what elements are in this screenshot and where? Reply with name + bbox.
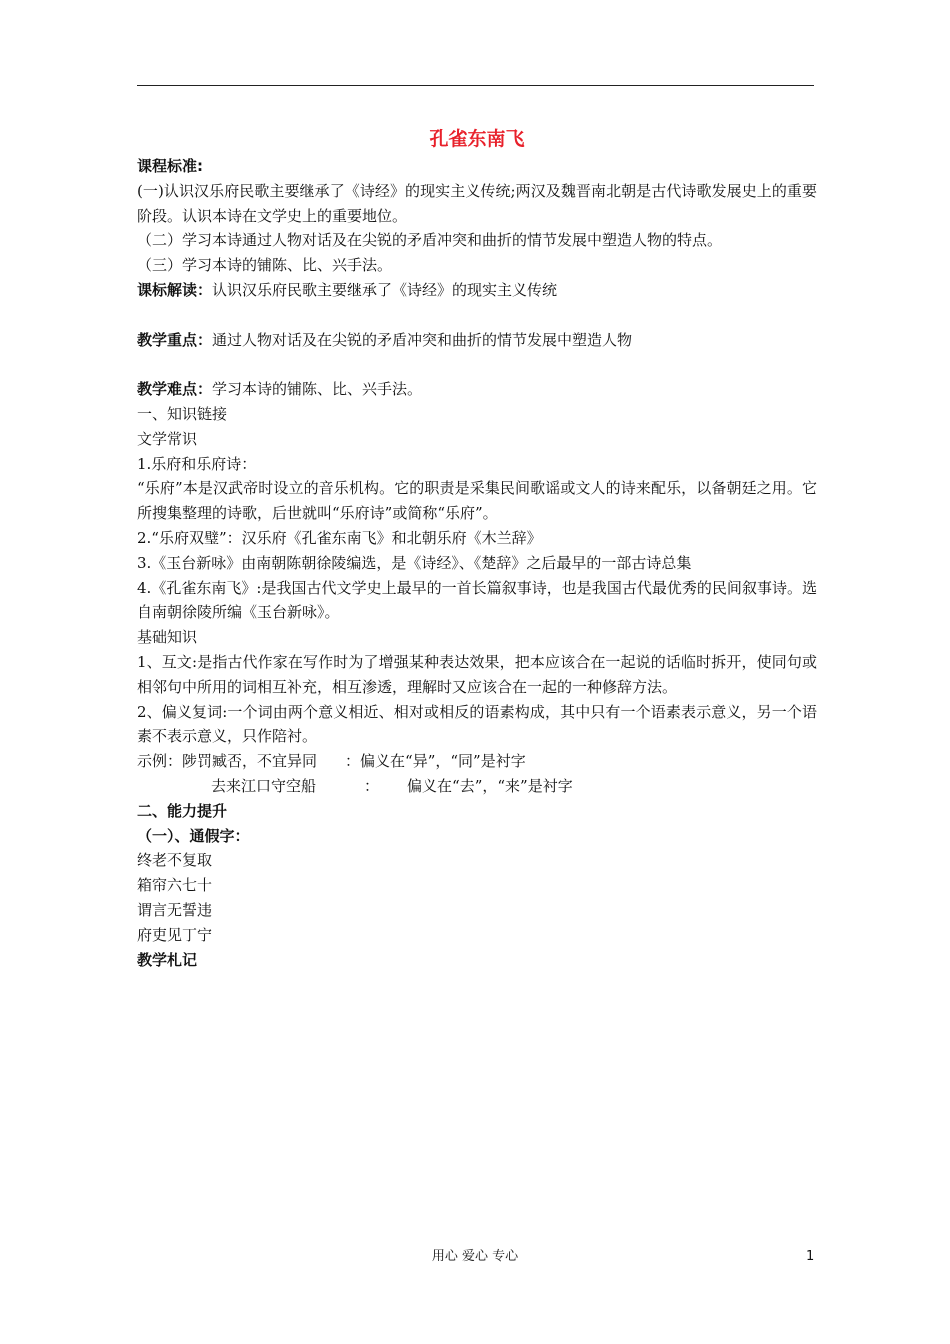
example-2-phrase: 去来江口守空船: [211, 776, 317, 795]
section1-heading: 一、知识链接: [137, 404, 228, 423]
interpretation-row: [137, 278, 817, 303]
section2-heading: 二、能力提升: [137, 801, 228, 820]
document-body: [137, 124, 817, 972]
yuefu-heading: 1.乐府和乐府诗：: [137, 454, 257, 473]
section2-sub-heading: （一）、通假字：: [137, 826, 250, 845]
standard-item-3: （三）学习本诗的铺陈、比、兴手法。: [137, 256, 393, 275]
header-rule: [137, 85, 814, 86]
difficulty-text: 学习本诗的铺陈、比、兴手法。: [212, 380, 423, 399]
example-2-colon: ：: [364, 776, 380, 795]
pianyi-definition: 2、偏义复词:一个词由两个意义相近、相对或相反的语素构成，其中只有一个语素表示意义，另一个语素不表示意义，只作陪衬。: [137, 702, 817, 746]
tongjia-item: 终老不复取: [137, 851, 213, 870]
standard-item-2: （二）学习本诗通过人物对话及在尖锐的矛盾冲突和曲折的情节发展中塑造人物的特点。: [137, 231, 723, 250]
tongjia-item: 府吏见丁宁: [137, 925, 213, 944]
footer-text: 用心 爱心 专心: [431, 1249, 519, 1264]
yuefu-text: “乐府”本是汉武帝时设立的音乐机构。它的职责是采集民间歌谣或文人的诗来配乐，以备朝廷之用。它所搜集整理的诗歌，后世就叫“乐府诗”或简称“乐府”。: [137, 479, 817, 523]
example-1-note: 偏义在“异”，“同”是衬字: [360, 752, 526, 771]
example-row-2: [137, 774, 817, 799]
example-label: 示例：: [137, 752, 183, 771]
difficulty-row: [137, 377, 817, 402]
key-point-label: 教学重点：: [137, 330, 213, 349]
example-1-phrase: 陟罚臧否，不宜异同: [182, 752, 318, 771]
literary-heading: 文学常识: [137, 429, 198, 448]
literary-item-3: 3.《玉台新咏》由南朝陈朝徐陵编选，是《诗经》、《楚辞》之后最早的一部古诗总集: [137, 553, 692, 572]
huwen-definition: 1、互文:是指古代作家在写作时为了增强某种表达效果，把本应该合在一起说的话临时拆开，使同句或相邻句中所用的词相互补充，相互渗透，理解时又应该合在一起的一种修辞方法。: [137, 652, 817, 696]
page-number: 1: [806, 1249, 815, 1264]
basic-heading: 基础知识: [137, 628, 198, 647]
interpretation-text: 认识汉乐府民歌主要继承了《诗经》的现实主义传统: [212, 280, 558, 299]
document-title: 孔雀东南飞: [429, 128, 525, 150]
standard-item-1: (一)认识汉乐府民歌主要继承了《诗经》的现实主义传统;两汉及魏晋南北朝是古代诗歌发展史上的重要阶段。认识本诗在文学史上的重要地位。: [137, 181, 817, 225]
key-point-row: [137, 328, 817, 353]
literary-item-4: 4.《孔雀东南飞》:是我国古代文学史上最早的一首长篇叙事诗，也是我国古代最优秀的民间叙事诗。选自南朝徐陵所编《玉台新咏》。: [137, 578, 817, 622]
tongjia-item: 箱帘六七十: [137, 876, 213, 895]
notes-heading: 教学札记: [137, 950, 198, 969]
interpretation-label: 课标解读：: [137, 280, 213, 299]
example-row-1: [137, 749, 817, 774]
example-2-note: 偏义在“去”，“来”是衬字: [407, 776, 573, 795]
difficulty-label: 教学难点：: [137, 380, 213, 399]
standard-heading: 课程标准:: [137, 157, 203, 175]
example-1-colon: ：: [345, 752, 361, 771]
literary-item-2: 2.“乐府双璧”：汉乐府《孔雀东南飞》和北朝乐府《木兰辞》: [137, 528, 542, 547]
key-point-text: 通过人物对话及在尖锐的矛盾冲突和曲折的情节发展中塑造人物: [212, 330, 633, 349]
tongjia-item: 谓言无誓违: [137, 900, 213, 919]
